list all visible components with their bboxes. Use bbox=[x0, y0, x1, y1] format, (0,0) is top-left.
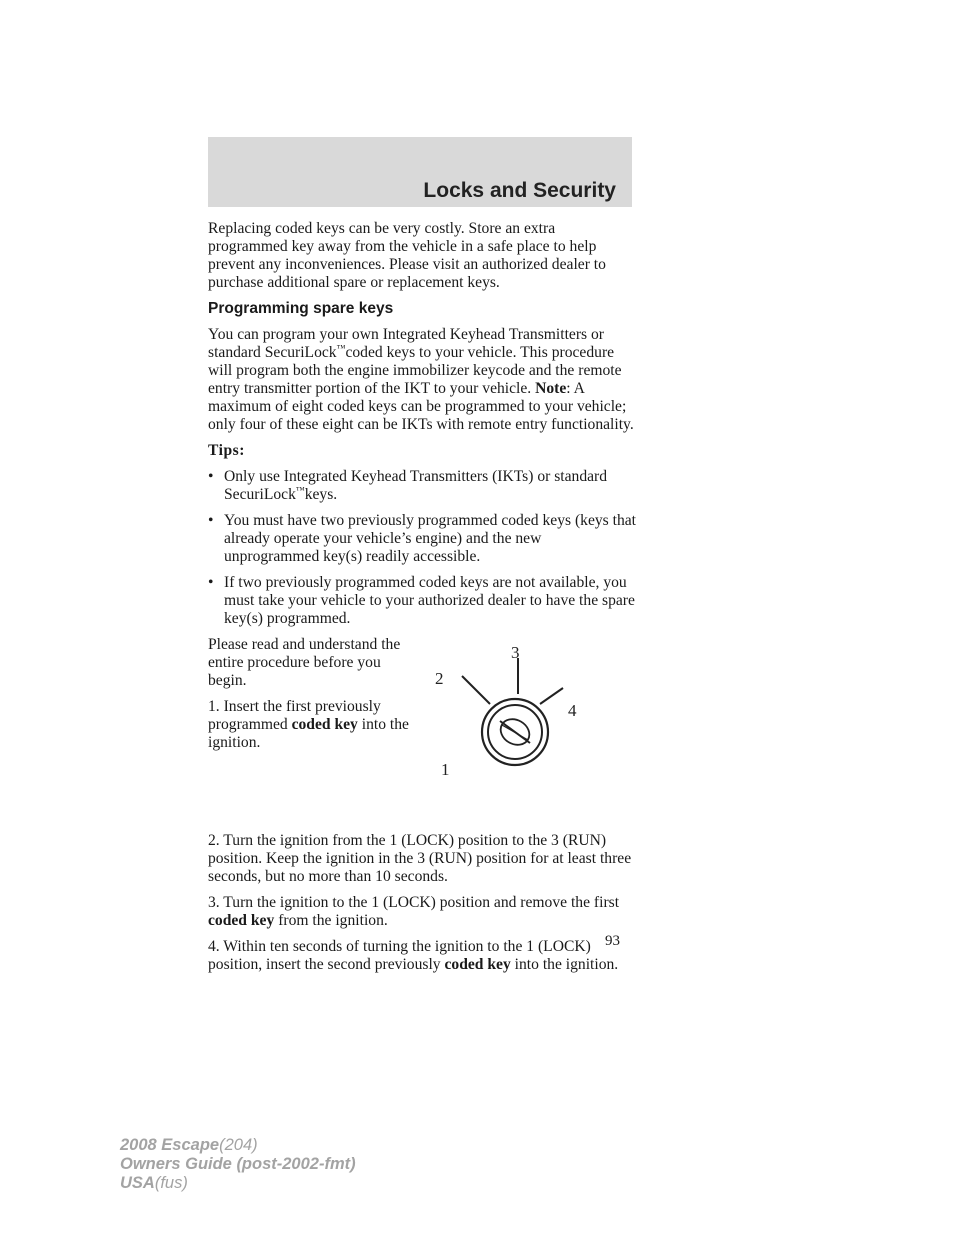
section-title: Locks and Security bbox=[423, 179, 616, 202]
page-number: 93 bbox=[605, 933, 620, 949]
list-item: • Only use Integrated Keyhead Transmitters (IKTs) or standard SecuriLock™keys. bbox=[208, 468, 608, 503]
page-body bbox=[208, 220, 636, 982]
procedure-left-column bbox=[208, 636, 413, 752]
position-line-4 bbox=[540, 688, 563, 704]
footer-line-2: Owners Guide (post-2002-fmt) bbox=[120, 1155, 356, 1173]
list-item: • If two previously programmed coded keys are not available, you must take your vehicle to your authorized dealer to have the spare key(s) programmed. bbox=[208, 574, 635, 627]
step-4: 4. Within ten seconds of turning the ignition to the 1 (LOCK) position, insert the second previously coded key into the ignition. bbox=[208, 938, 619, 973]
footer-line-1: 2008 Escape(204) bbox=[120, 1136, 258, 1154]
section-heading: Programming spare keys bbox=[208, 300, 394, 317]
position-label-2: 2 bbox=[435, 669, 444, 688]
position-label-3: 3 bbox=[511, 643, 520, 662]
step-1: 1. Insert the first previously programmed coded key into the ignition. bbox=[208, 698, 409, 751]
bullet-icon: • bbox=[208, 468, 214, 485]
position-label-4: 4 bbox=[568, 701, 577, 720]
bullet-icon: • bbox=[208, 574, 214, 591]
trademark-symbol: ™ bbox=[295, 484, 305, 495]
programming-paragraph: You can program your own Integrated Keyhead Transmitters or standard SecuriLock™coded keys to your vehicle. This procedure will program both the engine immobilizer keycode and the remote entry transmitter portion of the IKT to your vehicle. Note: A maximum of eight coded keys can be programmed to your vehicle; only four of these eight can be IKTs with remote entry functionality. bbox=[208, 326, 634, 433]
trademark-symbol: ™ bbox=[336, 342, 346, 353]
ignition-diagram bbox=[428, 628, 588, 778]
position-label-1: 1 bbox=[441, 760, 450, 778]
list-item: • You must have two previously programmed coded keys (keys that already operate your vehicle’s engine) and the new unprogrammed key(s) readily accessible. bbox=[208, 512, 637, 565]
procedure-with-diagram bbox=[208, 636, 636, 832]
tips-label: Tips: bbox=[208, 442, 245, 459]
tips-list bbox=[208, 468, 636, 628]
note-label: Note bbox=[535, 380, 567, 397]
step-2: 2. Turn the ignition from the 1 (LOCK) position to the 3 (RUN) position. Keep the ignition in the 3 (RUN) position for at least three seconds, but no more than 10 seconds. bbox=[208, 832, 632, 885]
step-3: 3. Turn the ignition to the 1 (LOCK) position and remove the first coded key from the ignition. bbox=[208, 894, 620, 929]
bullet-icon: • bbox=[208, 512, 214, 529]
document-footer bbox=[120, 1136, 356, 1193]
position-line-2 bbox=[462, 676, 490, 704]
footer-line-3: USA(fus) bbox=[120, 1174, 188, 1192]
read-first-paragraph: Please read and understand the entire procedure before you begin. bbox=[208, 636, 401, 689]
intro-paragraph: Replacing coded keys can be very costly. Store an extra programmed key away from the vehicle in a safe place to help prevent any inconveniences. Please visit an authorized dealer to purchase additional spare or replacement keys. bbox=[208, 220, 606, 291]
section-header-band bbox=[208, 137, 632, 207]
